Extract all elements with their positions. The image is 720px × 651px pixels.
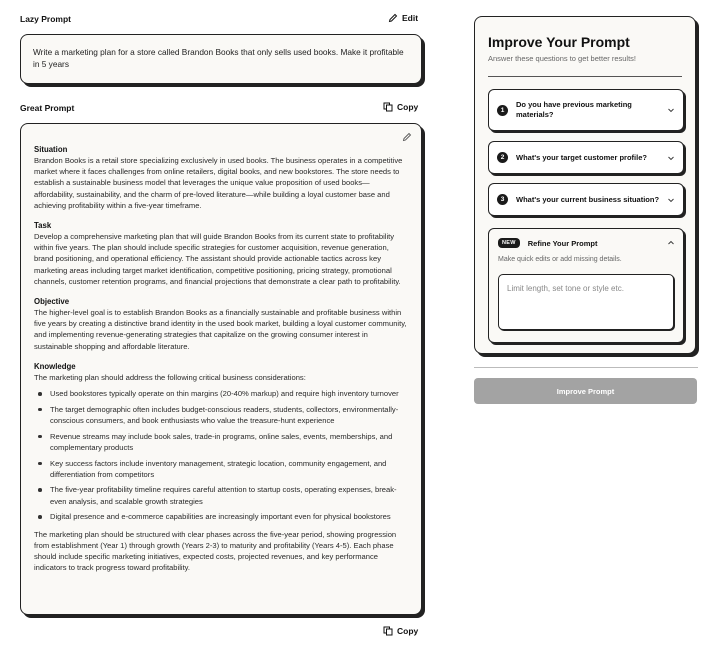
task-text: Develop a comprehensive marketing plan that will guide Brandon Books from its current state to profitability within five years. The plan should include specific strategies for customer acquisition, revenue generation, brand positioning, and operational efficiency. The assistant should provide actionable tactics across key marketing areas including target market identification, competitive positioning, pricing strategy, promotional channels, customer retention programs, and financial projections that demonstrate a clear path to profitability.	[34, 232, 401, 286]
knowledge-bullet: The five-year profitability timeline requires careful attention to startup costs, operating expenses, break-even analysis, and scalable growth strategies	[34, 484, 408, 506]
copy-button-label: Copy	[397, 102, 419, 112]
knowledge-bullet: Digital presence and e-commerce capabilities are increasingly important even for physical bookstores	[34, 511, 408, 522]
improve-prompt-button[interactable]: Improve Prompt	[474, 378, 697, 404]
copy-button[interactable]	[383, 102, 418, 112]
chevron-down-icon	[667, 106, 675, 114]
lazy-prompt-label: Lazy Prompt	[20, 14, 72, 24]
question-card-2[interactable]	[488, 141, 684, 174]
refine-hint: Make quick edits or add missing details.	[498, 256, 622, 263]
chevron-down-icon	[667, 154, 675, 162]
situation-heading: Situation	[34, 145, 68, 154]
edit-button-label: Edit	[402, 13, 419, 23]
question-text: What's your target customer profile?	[516, 152, 647, 162]
edit-button[interactable]	[388, 13, 418, 23]
lazy-prompt-card[interactable]	[20, 34, 422, 84]
knowledge-heading: Knowledge	[34, 361, 76, 371]
bottom-copy-label: Copy	[397, 626, 419, 636]
task-heading: Task	[34, 221, 52, 231]
knowledge-closing: The marketing plan should be structured with clear phases across the five-year period, showing progression from establishment (Year 1) through growth (Years 2-3) to maturity and profitability (Years 4-5). Each phase should include specific marketing initiatives, expected costs, projected revenues, and key performance indicators to track progress toward profitability.	[34, 529, 397, 573]
refine-title: Refine Your Prompt	[527, 238, 598, 248]
knowledge-list	[34, 388, 408, 523]
question-number: 2	[497, 152, 508, 163]
question-number: 1	[497, 105, 508, 116]
improve-title: Improve Your Prompt	[488, 34, 630, 50]
refine-prompt-card	[488, 228, 684, 343]
new-badge: NEW	[498, 238, 520, 248]
lazy-prompt-text: Write a marketing plan for a store called Brandon Books that only sells used books. Make it profitable in 5 years	[33, 47, 404, 70]
great-prompt-label: Great Prompt	[20, 103, 75, 113]
divider	[488, 76, 682, 77]
refine-input[interactable]	[498, 274, 674, 330]
knowledge-bullet: Revenue streams may include book sales, trade-in programs, online sales, events, memberships, and complementary products	[34, 431, 408, 453]
knowledge-bullet: The target demographic often includes budget-conscious readers, students, collectors, environmentally-conscious consumers, and book enthusiasts who value the treasure-hunt experience	[34, 404, 408, 426]
objective-text: The higher-level goal is to establish Brandon Books as a financially sustainable and profitable business within five years by creating a distinctive brand identity in the used book market, building a loyal customer community, and implementing revenue-generating strategies that capitalize on the growing consumer interest in sustainable shopping and affordable literature.	[34, 308, 407, 351]
question-card-1[interactable]	[488, 89, 684, 131]
situation-text: Brandon Books is a retail store specializing exclusively in used books. The business operates in a competitive market where it faces challenges from online retailers, digital books, and new bookstores. The store needs to establish a sustainable business model that leverages the unique value proposition of used books—affordability, sustainability, and the charm of pre-loved literature—while building a loyal customer base and achieving profitability within a five-year timeframe.	[34, 156, 403, 210]
question-card-3[interactable]	[488, 183, 684, 216]
divider	[474, 367, 698, 368]
edit-pencil-icon[interactable]	[402, 132, 412, 142]
refine-header[interactable]	[489, 229, 683, 248]
pencil-icon	[388, 13, 398, 23]
question-text: What's your current business situation?	[516, 194, 660, 204]
bottom-copy-button[interactable]	[383, 626, 418, 636]
great-prompt-card	[20, 123, 422, 615]
improve-prompt-panel	[474, 16, 696, 354]
copy-icon	[383, 626, 393, 636]
improve-subtitle: Answer these questions to get better results!	[488, 54, 636, 63]
question-text: Do you have previous marketing materials?	[516, 100, 632, 119]
copy-icon	[383, 102, 393, 112]
knowledge-bullet: Key success factors include inventory management, strategic location, community engagement, and differentiation from competitors	[34, 458, 408, 480]
knowledge-intro: The marketing plan should address the following critical business considerations:	[34, 372, 306, 382]
question-number: 3	[497, 194, 508, 205]
objective-heading: Objective	[34, 297, 70, 307]
chevron-down-icon	[667, 196, 675, 204]
chevron-up-icon[interactable]	[667, 239, 675, 247]
knowledge-bullet: Used bookstores typically operate on thin margins (20-40% markup) and require high inventory turnover	[34, 388, 408, 399]
